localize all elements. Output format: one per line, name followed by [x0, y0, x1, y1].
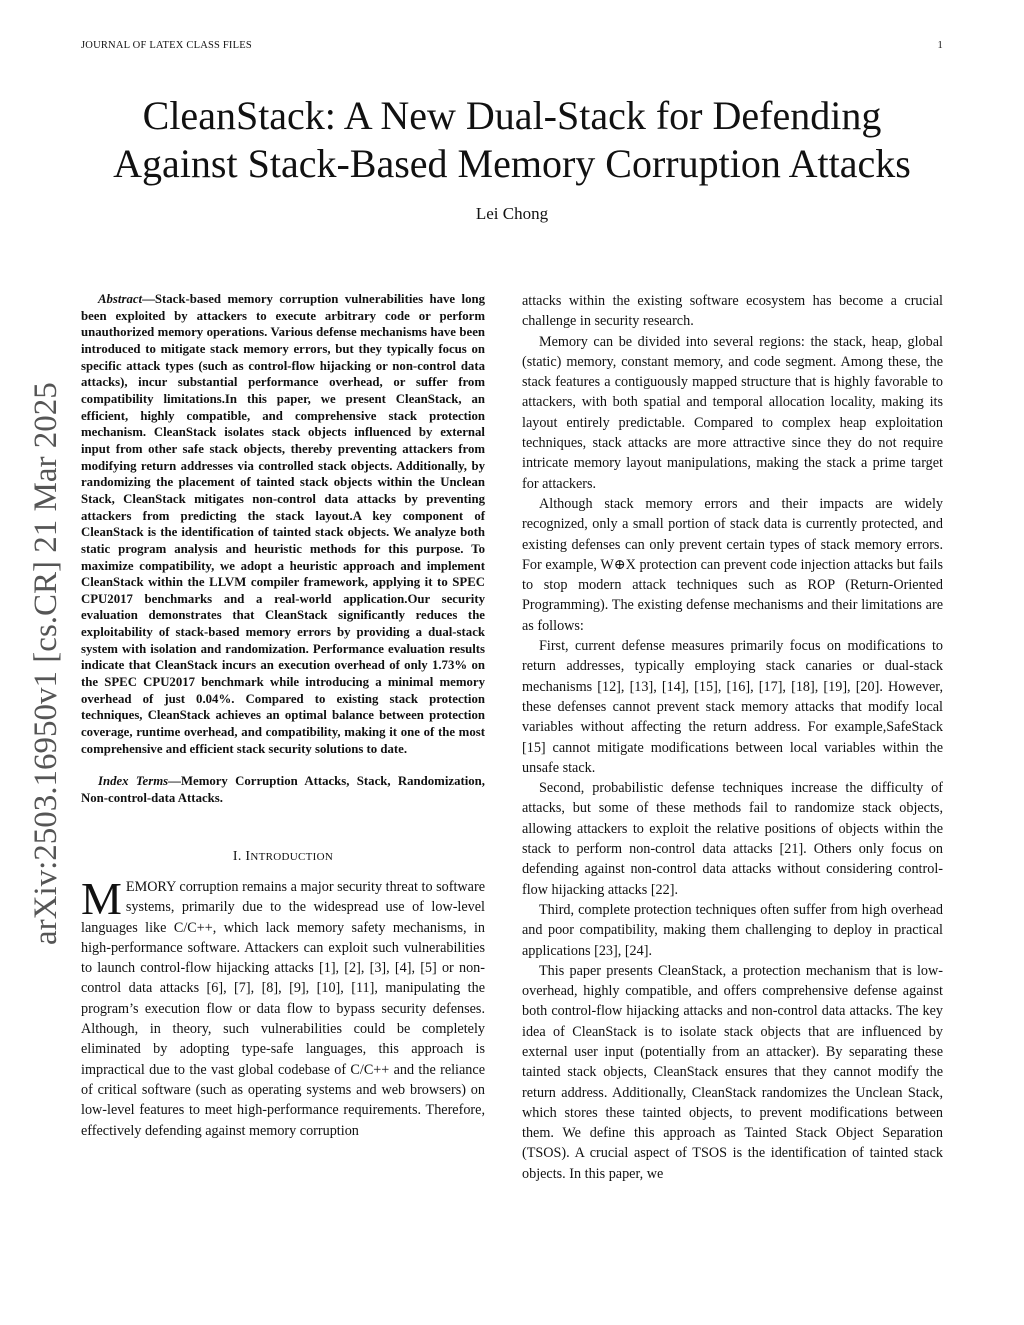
section-number: I. I	[232, 848, 251, 864]
running-header	[81, 40, 943, 54]
intro-paragraph-6: Third, complete protection techniques often suffer from high overhead and poor compatibility, making them challenging to deploy in practical applications [23], [24].	[522, 901, 943, 959]
drop-cap: M	[81, 872, 122, 924]
paper-title	[81, 92, 943, 188]
title-line-2: Against Stack-Based Memory Corruption Attacks	[113, 141, 911, 186]
intro-paragraph-4: First, current defense measures primarily focus on modifications to return addresses, typically employing stack canaries or dual-stack mechanisms [12], [13], [14], [15], [16], [17], [18], [19], [20]. However, these defenses cannot prevent stack memory attacks that modify local variables without affecting the return address. For example,SafeStack [15] cannot mitigate modifications between local variables within the unsafe stack.	[522, 638, 943, 776]
title-block	[81, 92, 943, 224]
right-column	[522, 291, 943, 1184]
index-terms-label: Index Terms	[98, 774, 169, 789]
section-heading-introduction	[81, 847, 485, 867]
arxiv-identifier: arXiv:2503.16950v1 [cs.CR] 21 Mar 2025	[28, 382, 64, 945]
intro-paragraph-1	[81, 872, 485, 1141]
intro-paragraph-5: Second, probabilistic defense techniques increase the difficulty of attacks, but some of these methods fail to randomize stack objects, allowing attackers to exploit the relative positions of objects within the stack to perform non-control data attacks [21]. Others only focus on defending against non-control data attacks without considering control-flow hijacking attacks [22].	[522, 780, 943, 898]
intro-paragraph-1-text: EMORY corruption remains a major security threat to software systems, primarily due to the widespread use of low-level languages like C/C++, which lack memory safety mechanisms, in high-performance software. Attackers can exploit such vulnerabilities to launch control-flow hijacking attacks [1], [2], [3], [4], [5] or non-control data attacks [6], [7], [8], [9], [10], [11], manipulating the program’s execution flow or data flow to bypass security defenses. Although, in theory, such vulnerabilities could be completely eliminated by adopting type-safe languages, this approach is impractical due to the vast global codebase of C/C++ and the reliance of critical software (such as operating systems and web browsers) on low-level features to meet high-performance requirements. Therefore, effectively defending against memory corruption	[81, 878, 485, 1139]
abstract	[81, 291, 485, 757]
intro-paragraph-1-continued: attacks within the existing software ecosystem has become a crucial challenge in security research.	[522, 293, 943, 330]
intro-paragraph-3: Although stack memory errors and their impacts are widely recognized, only a small portion of stack data is currently protected, and existing defenses can only prevent certain types of stack memory errors. For example, W⊕X protection can prevent code injection attacks but fails to stop modern attack techniques such as ROP (Return-Oriented Programming). The existing defense mechanisms and their limitations are as follows:	[522, 495, 943, 634]
journal-name: JOURNAL OF LATEX CLASS FILES	[81, 40, 252, 51]
intro-paragraph-2: Memory can be divided into several regions: the stack, heap, global (static) memory, constant memory, and code segment. Among these, the stack features a contiguously mapped structure that is highly favorable to attackers, with both spatial and temporal allocation locality, making its layout entirely predictable. Compared to complex heap exploitation techniques, stack attacks are more attractive since they do not require intricate memory layout manipulations, making the stack a prime target for attackers.	[522, 333, 943, 492]
index-terms-text: —Memory Corruption Attacks, Stack, Randomization, Non-control-data Attacks.	[81, 774, 485, 806]
abstract-label: Abstract	[98, 292, 143, 306]
index-terms	[81, 773, 485, 806]
page-number: 1	[937, 40, 943, 51]
abstract-text: —Stack-based memory corruption vulnerabilities have long been exploited by attackers to execute arbitrary code or perform unauthorized memory operations. Various defense mechanisms have been introduced to mitigate stack memory errors, but they typically focus on specific attack types (such as control-flow hijacking or non-control data attacks), incur substantial performance overhead, or suffer from compatibility limitations.In this paper, we present CleanStack, an efficient, highly compatible, and comprehensive stack protection mechanism. CleanStack isolates stack objects influenced by external input from other safe stack objects, thereby preventing attackers from modifying return addresses via controlled stack objects. Additionally, by randomizing the placement of tainted stack objects within the Unclean Stack, CleanStack mitigates non-control data attacks by preventing attackers from predicting the stack layout.A key component of CleanStack is the identification of tainted stack objects. We analyze both static program analysis and heuristic methods for this purpose. To maximize compatibility, we adopt a heuristic approach and implement CleanStack within the LLVM compiler framework, applying it to SPEC CPU2017 benchmarks and a real-world application.Our security evaluation demonstrates that CleanStack significantly reduces the exploitability of stack-based memory errors by providing a dual-stack system with isolation and randomization. Performance evaluation results indicate that CleanStack incurs an execution overhead of only 1.73% on the SPEC CPU2017 benchmark while introducing a minimal memory overhead of just 0.04%. Compared to existing stack protection techniques, CleanStack achieves an optimal balance between protection coverage, runtime overhead, and compatibility, making it one of the most comprehensive and efficient stack security solutions to date.	[81, 292, 485, 756]
left-column	[81, 291, 485, 1141]
intro-paragraph-7: This paper presents CleanStack, a protection mechanism that is low-overhead, highly compatible, and offers comprehensive defense against both control-flow hijacking attacks and non-control data attacks. The key idea of CleanStack is to isolate stack objects that are influenced by external user input (potentially from an attacker). By separating these tainted stack objects, CleanStack ensures that they cannot modify the return address. Additionally, CleanStack randomizes the Unclean Stack, which stores these tainted objects, to prevent modifications between them. We define this approach as Tainted Stack Object Separation (TSOS). A crucial aspect of TSOS is the identification of tainted stack objects. In this paper, we	[522, 962, 943, 1182]
title-line-1: CleanStack: A New Dual-Stack for Defending	[142, 93, 882, 138]
section-name: NTRODUCTION	[250, 850, 334, 863]
author-name: Lei Chong	[475, 204, 549, 223]
